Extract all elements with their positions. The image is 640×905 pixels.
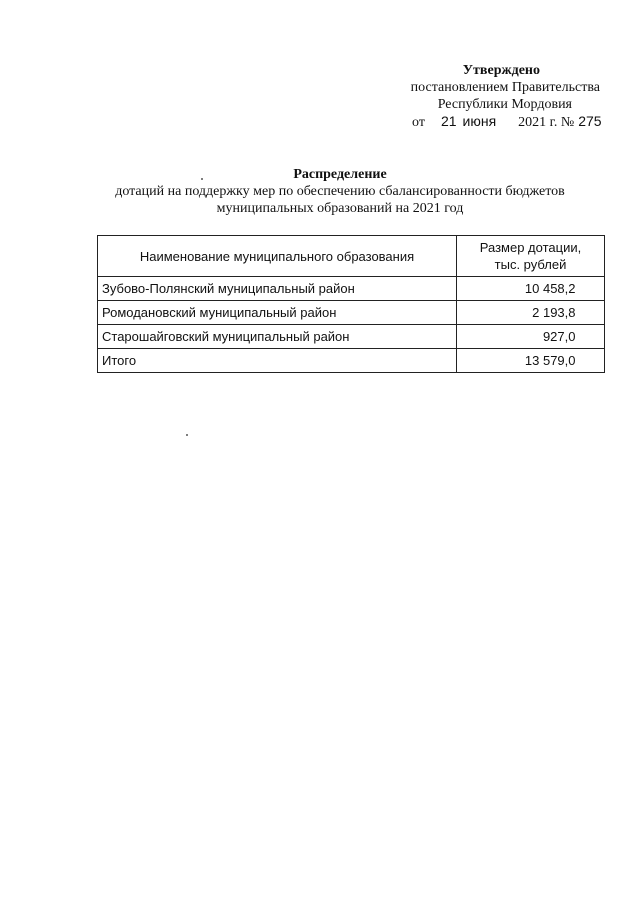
- document-title: Распределение: [293, 167, 387, 182]
- approval-date-prefix: от: [412, 115, 425, 130]
- approval-resolution-line: постановлением Правительства: [410, 80, 600, 95]
- row-amount: 2 193,8: [532, 305, 576, 320]
- row-amount: 927,0: [542, 329, 576, 344]
- total-amount: 13 579,0: [524, 353, 576, 368]
- approval-number: 275: [578, 113, 602, 129]
- row-municipality: Ромодановский муниципальный район: [98, 301, 457, 325]
- header-amount: [457, 236, 605, 277]
- approval-day: 21: [440, 113, 457, 129]
- header-municipality: Наименование муниципального образования: [98, 236, 457, 277]
- scan-speck: [186, 434, 188, 436]
- total-label: Итого: [98, 349, 457, 373]
- document-heading: [60, 166, 620, 217]
- approval-republic-line: Республики Мордовия: [437, 97, 572, 112]
- header-amount-line2: тыс. рублей: [494, 257, 567, 272]
- row-municipality: Зубово-Полянский муниципальный район: [98, 277, 457, 301]
- total-row: [98, 349, 605, 373]
- grant-distribution-table: [97, 235, 605, 373]
- row-amount: 10 458,2: [524, 281, 576, 296]
- approval-month: июня: [462, 113, 497, 129]
- table-row: [98, 301, 605, 325]
- table-row: [98, 277, 605, 301]
- approval-date-line: [380, 113, 610, 131]
- table-row: [98, 325, 605, 349]
- row-municipality: Старошайговский муниципальный район: [98, 325, 457, 349]
- approval-title: Утверждено: [462, 63, 540, 78]
- table-header-row: [98, 236, 605, 277]
- approval-block: [380, 62, 610, 131]
- document-subtitle-line1: дотаций на поддержку мер по обеспечению сбалансированности бюджетов: [115, 184, 565, 199]
- approval-year: 2021 г. №: [518, 115, 575, 130]
- header-amount-line1: Размер дотации,: [479, 240, 582, 255]
- document-subtitle-line2: муниципальных образований на 2021 год: [216, 201, 464, 216]
